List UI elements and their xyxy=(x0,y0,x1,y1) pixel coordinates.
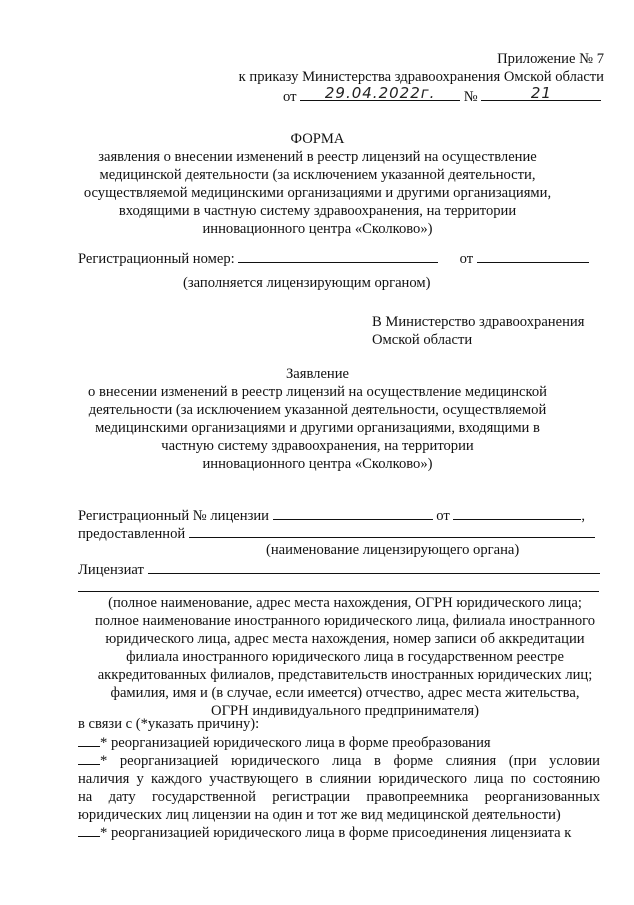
comma: , xyxy=(581,508,586,524)
statement-title: Заявление xyxy=(285,366,350,382)
licensee-note-line: полное наименование иностранного юридического лица, филиала иностранного xyxy=(94,613,596,629)
reason-text: * реорганизацией юридического лица в форме присоединения лицензиата к xyxy=(100,825,572,841)
form-title-block xyxy=(40,130,595,238)
registration-number-row xyxy=(78,248,589,268)
registration-number-label: Регистрационный номер: xyxy=(78,251,235,267)
form-title-line: инновационного центра «Сколково») xyxy=(202,221,433,237)
statement-line: частную систему здравоохранения, на территории xyxy=(161,438,474,454)
provided-label: предоставленной xyxy=(78,526,186,542)
addressee-block xyxy=(372,313,584,349)
licensee-note-line: аккредитованных филиалов, представительств иностранных юридических лиц; xyxy=(97,667,593,683)
reason-line: юридических лиц лицензии на один и тот же вид медицинской деятельности) xyxy=(78,807,561,823)
reason-text: * реорганизацией юридического лица в форме слияния (при условии xyxy=(100,753,600,769)
reason-checkbox-line[interactable] xyxy=(78,751,100,765)
license-date-field xyxy=(453,505,581,520)
reason-line: наличия у каждого участвующего в слиянии юридического лица по состоянию xyxy=(78,771,600,787)
reason-line xyxy=(78,751,600,770)
statement-line: медицинскими организациями и другими организациями, входящими в xyxy=(95,420,540,436)
order-reference: к приказу Министерства здравоохранения Омской области xyxy=(238,69,604,85)
licensee-field xyxy=(148,559,600,574)
reason-line: на дату государственной регистрации правопреемника реорганизованных xyxy=(78,789,600,805)
order-number-field xyxy=(481,86,601,101)
provided-row xyxy=(78,523,595,543)
form-title-line: медицинской деятельности (за исключением указанной деятельности, xyxy=(99,167,536,183)
statement-title-block xyxy=(40,365,595,473)
statement-line: деятельности (за исключением указанной деятельности, осуществляемой xyxy=(88,402,547,418)
statement-line: инновационного центра «Сколково») xyxy=(202,456,433,472)
order-date-field xyxy=(300,86,460,101)
registration-date-field xyxy=(477,248,589,263)
licensee-note-line: филиала иностранного юридического лица в государственном реестре xyxy=(126,649,564,665)
from-label: от xyxy=(283,89,297,105)
form-title: ФОРМА xyxy=(290,131,345,147)
reason-intro: в связи с (*указать причину): xyxy=(78,716,260,732)
form-title-line: заявления о внесении изменений в реестр лицензий на осуществление xyxy=(98,149,537,165)
reason-text: * реорганизацией юридического лица в форме преобразования xyxy=(100,735,491,751)
licensee-note-line: юридического лица, адрес места нахождения, номер записи об аккредитации xyxy=(105,631,585,647)
reason-checkbox-line[interactable] xyxy=(78,733,100,747)
reason-item-2 xyxy=(78,751,600,824)
licensee-note-line: ОГРН индивидуального предпринимателя) xyxy=(211,703,479,719)
authority-note: (наименование лицензирующего органа) xyxy=(266,542,520,558)
licensee-note-line: (полное наименование, адрес места нахождения, ОГРН юридического лица; xyxy=(108,595,582,611)
addressee-line: В Министерство здравоохранения xyxy=(372,314,585,330)
appendix-number: Приложение № 7 xyxy=(497,51,604,67)
licensee-note-line: фамилия, имя и (в случае, если имеется) отчество, адрес места жительства, xyxy=(110,685,580,701)
registration-number-field xyxy=(238,248,438,263)
licensee-field-line xyxy=(78,577,599,592)
reason-item-1 xyxy=(78,733,491,752)
addressee-line: Омской области xyxy=(372,332,473,348)
order-date-row xyxy=(283,86,601,106)
licensee-row xyxy=(78,559,600,579)
statement-line: о внесении изменений в реестр лицензий на осуществление медицинской xyxy=(88,384,547,400)
licensing-authority-field xyxy=(189,523,595,538)
license-from-label: от xyxy=(436,508,450,524)
license-number-row xyxy=(78,505,585,525)
form-title-line: входящими в частную систему здравоохранения, на территории xyxy=(118,203,517,219)
form-title-line: осуществляемой медицинскими организациями и другими организациями, xyxy=(83,185,552,201)
reason-item-3 xyxy=(78,823,571,842)
reason-checkbox-line[interactable] xyxy=(78,823,100,837)
license-number-field xyxy=(273,505,433,520)
licensee-label: Лицензиат xyxy=(78,562,144,578)
licensee-note-block xyxy=(60,594,630,720)
license-number-label: Регистрационный № лицензии xyxy=(78,508,269,524)
handwritten-date: 29.04.2022г. xyxy=(324,84,436,102)
handwritten-number: 21 xyxy=(530,84,552,102)
registration-from-label: от xyxy=(459,251,474,267)
number-label: № xyxy=(463,89,478,105)
registration-note: (заполняется лицензирующим органом) xyxy=(183,275,431,291)
